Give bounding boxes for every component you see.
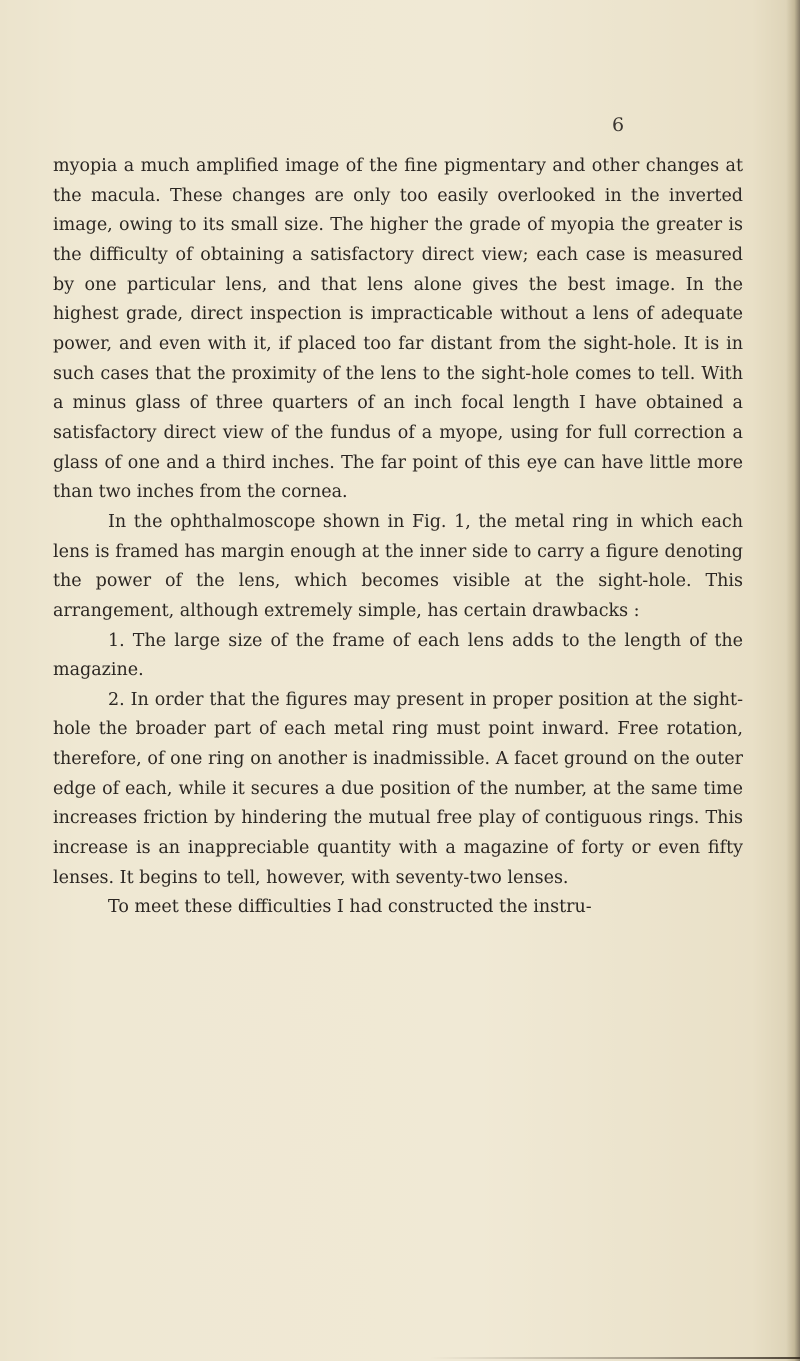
page-bottom-edge <box>430 1357 800 1359</box>
body-text <box>53 152 743 923</box>
page-edge-shadow <box>786 0 800 1361</box>
paragraph-closing: To meet these difficulties I had constructed the instru- <box>108 897 592 918</box>
paragraph-drawback-2: 2. In order that the figures may present in proper position at the sight-hole the broader part of each metal ring must point inward. Free rotation, therefore, of one ring on another is inadmissible. A facet ground on the outer edge of each, while it secures a due position of the number, at the same time increases friction by hindering the mutual free play of contiguous rings. This increase is an inappreciable quantity with a magazine of forty or even fifty lenses. It begins to tell, however, with seventy-two lenses. <box>53 689 743 888</box>
paragraph-drawback-1: 1. The large size of the frame of each lens adds to the length of the magazine. <box>53 630 743 681</box>
paragraph-ophthalmoscope: In the ophthalmoscope shown in Fig. 1, the metal ring in which each lens is framed has margin enough at the inner side to carry a figure denoting the power of the lens, which becomes visible at the sight-hole. This arrangement, although extremely simple, has certain drawbacks : <box>53 511 743 621</box>
paragraph-myopia: myopia a much amplified image of the fine pigmentary and other changes at the macula. These changes are only too easily overlooked in the inverted image, owing to its small size. The higher the grade of myopia the greater is the difficulty of obtaining a satisfactory direct view; each case is measured by one particular lens, and that lens alone gives the best image. In the highest grade, direct inspection is impracticable without a lens of adequate power, and even with it, if placed too far distant from the sight-hole. It is in such cases that the proximity of the lens to the sight-hole comes to tell. With a minus glass of three quarters of an inch focal length I have obtained a satisfactory direct view of the fundus of a myope, using for full correction a glass of one and a third inches. The far point of this eye can have little more than two inches from the cornea. <box>53 156 743 503</box>
page-number: 6 <box>612 114 625 136</box>
